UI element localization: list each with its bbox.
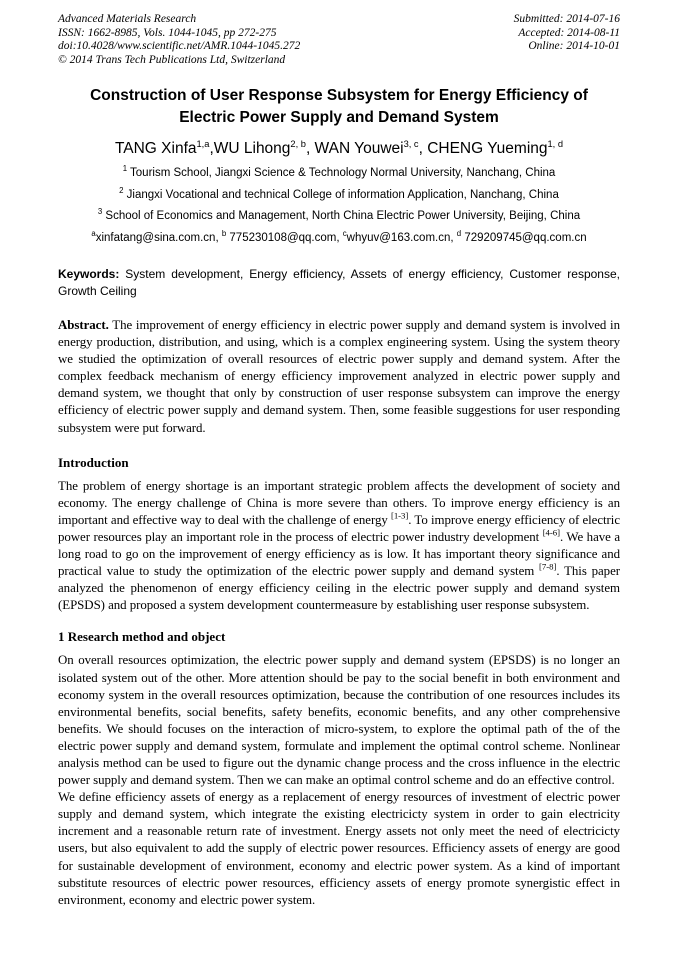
- abstract-block: [58, 317, 620, 437]
- body-paragraph-1: On overall resources optimization, the electric power supply and demand system (EPSDS) is no longer an isolated system out of the other. More attention should be pay to the social benefit in both environment and economy system in the overall resources optimization, because the contribution of one resources includes its environmental benefits, social benefits, safety benefits, economic benefits, and any other comprehensive benefits. We should focuses on the interaction of micro-system, to explore the optimal path of the of the electric power supply and demand system, formulate and implement the optimal control scheme. Nonlinear analysis method can be used to figure out the dynamic change process and the cross influence in the electric power supply and demand system. Then we can make an optimal control scheme and do an effective control.: [58, 653, 620, 788]
- journal-info: [58, 13, 300, 67]
- keywords-text: System development, Energy efficiency, Assets of energy efficiency, Customer response, Growth Ceiling: [58, 267, 620, 298]
- intro-paragraph: The problem of energy shortage is an important strategic problem affects the development of society and economy. The energy challenge of China is more severe than others. To improve energy efficiency is an important and effective way to deal with the challenge of energy [1-3]. To improve energy efficiency of electric power resources play an important role in the process of electric power industry development [4-6]. We have a long road to go on the improvement of energy efficiency as is low. It has important theory significance and practical value to study the optimization of the electric power supply and demand system [7-8]. This paper analyzed the phenomenon of energy efficiency ceiling in the electric power supply and demand system (EPSDS) and proposed a system development countermeasure by establishing user response subsystem.: [58, 478, 620, 613]
- body-paragraph-2: We define efficiency assets of energy as a replacement of energy resources of investment of electric power supply and demand system, which integrate the existing electricicty system in order to gain electricity increment and a reasonable return rate of investment. Energy assets not only meet the need of electricicty users, but also equivalent to add the supply of electric power resources. Efficiency assets of energy are good for sustainable development of environment, economy and electric power system. As a kind of important substitute resources of electric power resources, efficiency assets of energy promote synergistic effect in environment, economy and electric power system.: [58, 790, 620, 907]
- affiliation-text: School of Economics and Management, North China Electric Power University, Beijing, China: [102, 210, 581, 222]
- online-date: Online: 2014-10-01: [528, 40, 620, 52]
- affiliations: [58, 163, 620, 228]
- emails-line: $^a$xinfatang@sina.com.cn, $^b$ 775230108@qq.com, $^c$whyuv@163.com.cn, $^d$ 729209745@qq.com.cn: [91, 228, 587, 244]
- affiliation-sup: 3: [97, 207, 103, 217]
- section-heading-introduction: Introduction: [58, 454, 129, 470]
- journal-name: Advanced Materials Research: [58, 13, 197, 25]
- abstract-text: The improvement of energy efficiency in electric power supply and demand system is involved in energy production, distribution, and using, which is a complex engineering system. Using the system theory we studied the optimization of overall resources of electric power supply and demand system. After the complex feedback mechanism of energy efficiency improvement analyzed in electric power supply and demand system, we thought that only by construction of user response subsystem can improve the energy efficiency of electric power supply and demand system. Then, some feasible suggestions for user responding subsystem were put forward.: [58, 318, 620, 435]
- keywords-label: Keywords:: [58, 267, 120, 281]
- submission-dates: [514, 13, 620, 67]
- journal-issn-line: ISSN: 1662-8985, Vols. 1044-1045, pp 272-275: [58, 26, 277, 39]
- journal-copyright-line: © 2014 Trans Tech Publications Ltd, Switzerland: [58, 53, 286, 66]
- affiliation-line-3: [58, 206, 620, 228]
- affiliation-sup: 1: [122, 164, 128, 174]
- paper-title: Construction of User Response Subsystem for Energy Efficiency of Electric Power Supply and Demand System: [90, 87, 588, 126]
- keywords-block: [58, 266, 620, 300]
- affiliation-text: Tourism School, Jiangxi Science & Technology Normal University, Nanchang, China: [127, 167, 556, 179]
- authors-line: TANG Xinfa$^{1,a}$,WU Lihong$^{2, b}$, WAN Youwei$^{3, c}$, CHENG Yueming$^{1, d}$: [114, 138, 564, 157]
- submitted-date: Submitted: 2014-07-16: [513, 13, 620, 25]
- journal-doi-line: doi:10.4028/www.scientific.net/AMR.1044-1045.272: [58, 40, 301, 52]
- journal-header: [58, 13, 620, 67]
- affiliation-sup: 2: [119, 185, 124, 195]
- section-heading-research-method: 1 Research method and object: [58, 629, 226, 645]
- abstract-label: Abstract.: [58, 318, 109, 332]
- affiliation-text: Jiangxi Vocational and technical College of information Application, Nanchang, China: [123, 188, 559, 201]
- affiliation-line-1: [58, 163, 620, 185]
- accepted-date: Accepted: 2014-08-11: [518, 26, 620, 39]
- affiliation-line-2: [58, 185, 620, 207]
